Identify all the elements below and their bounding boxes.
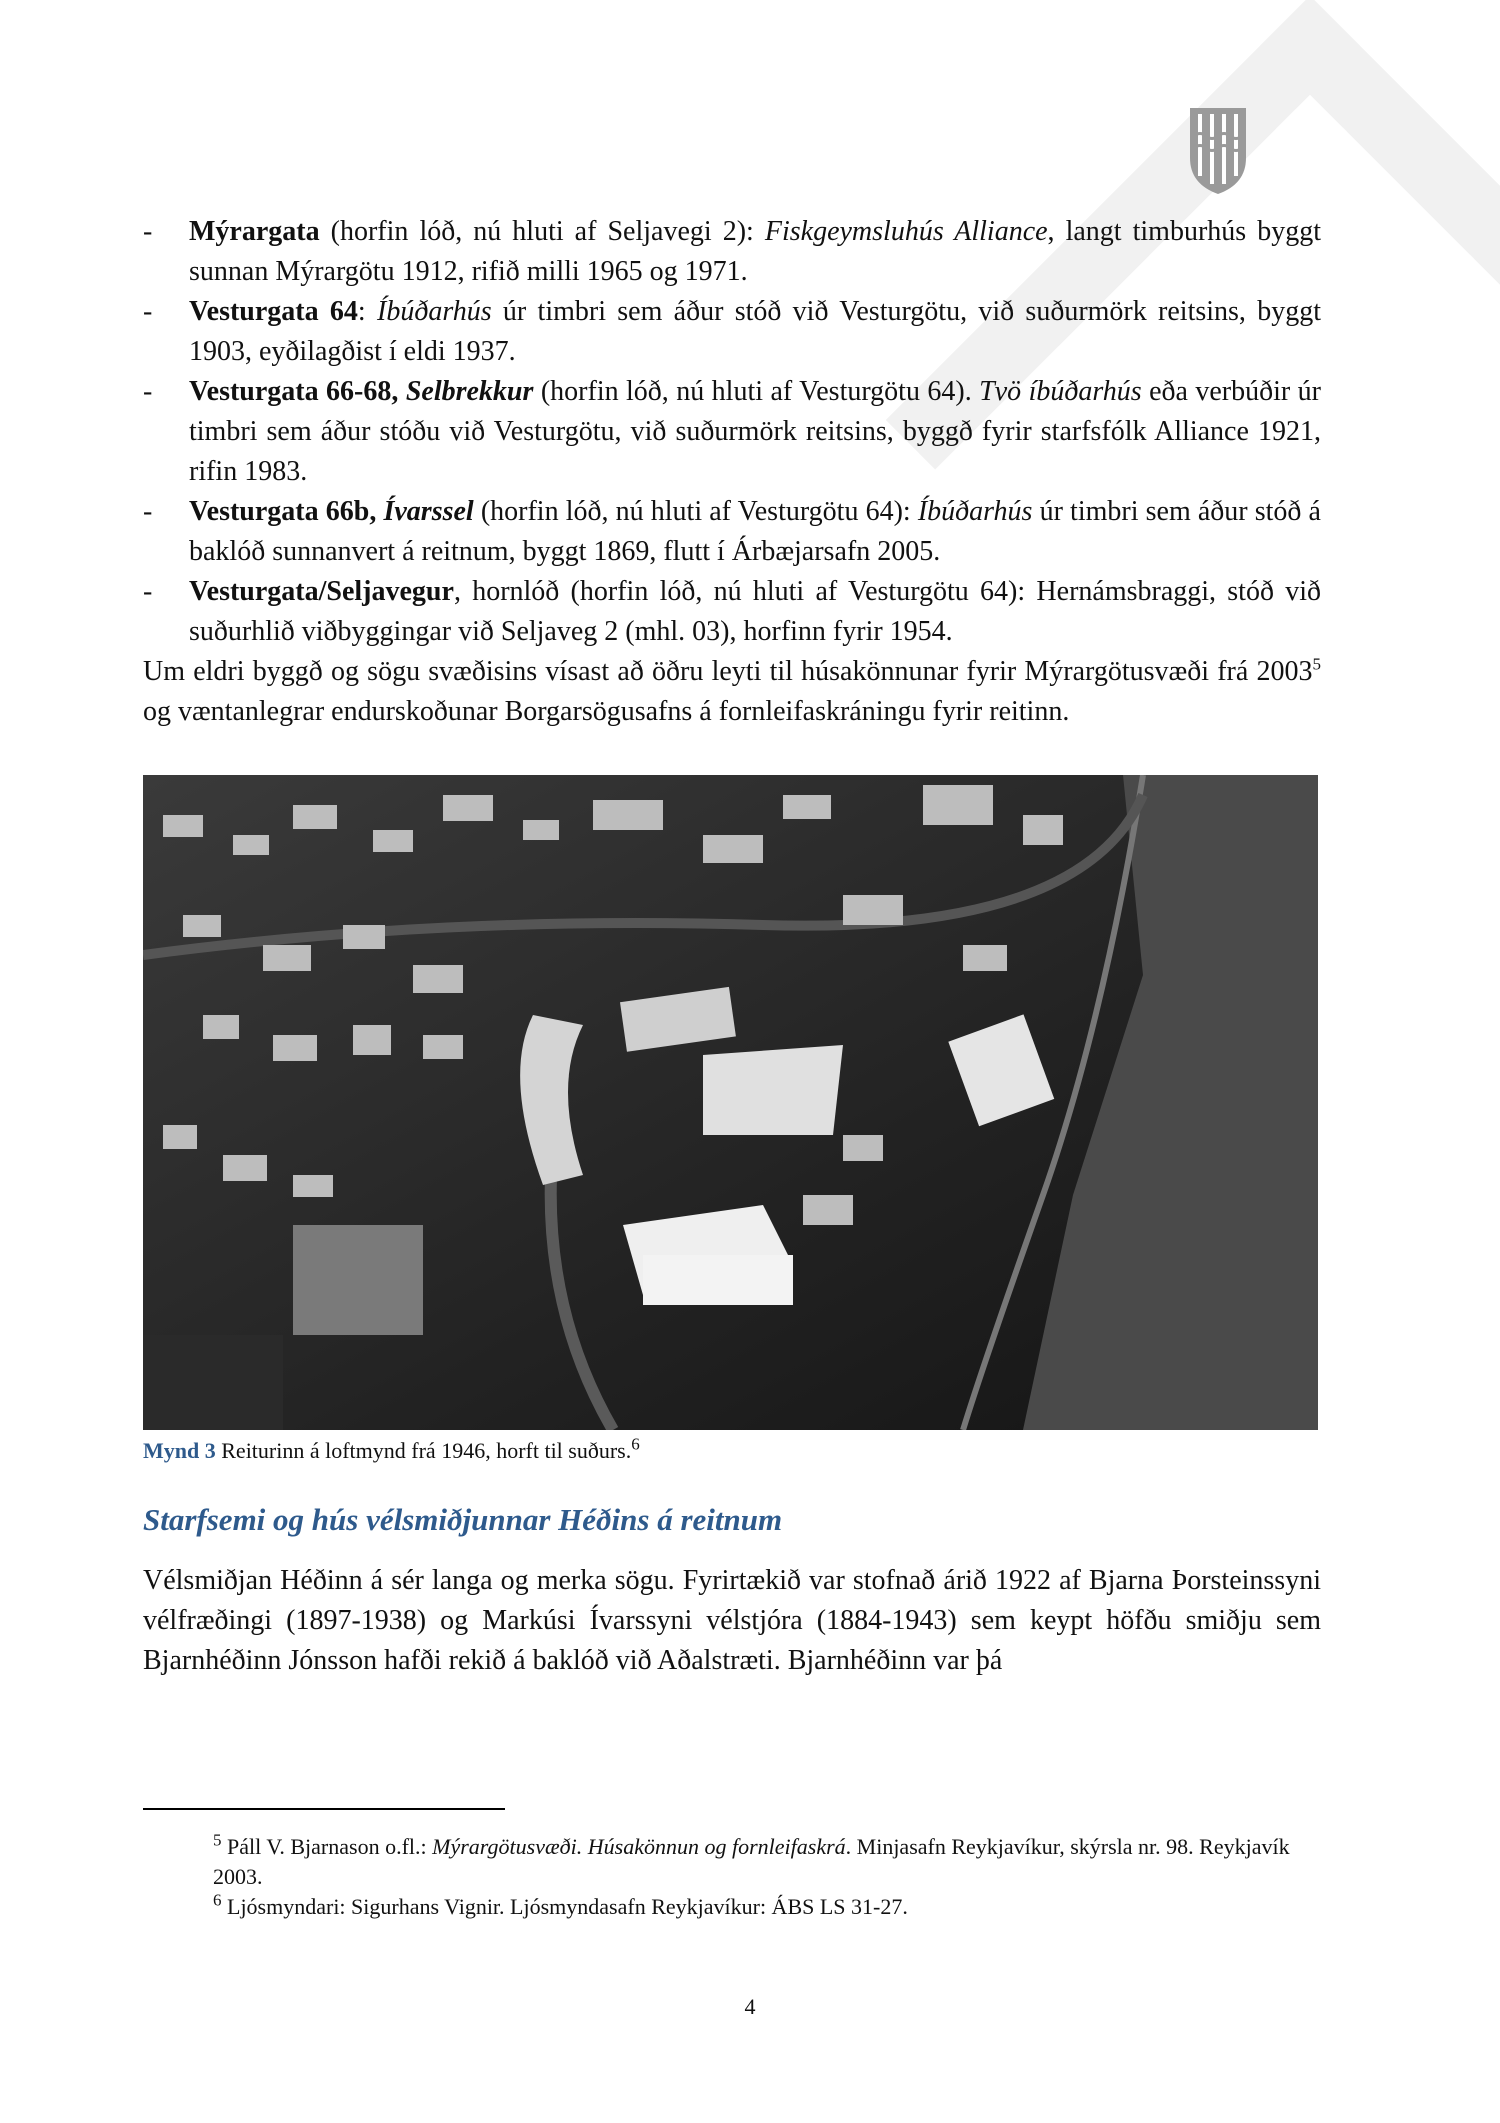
list-item: - Vesturgata 66b, Ívarssel (horfin lóð, nú hluti af Vesturgötu 64): Íbúðarhús úr timbri sem áður stóð á baklóð sunnanvert á reitnum, byggt 1869, flutt í Árbæjarsafn 2005.	[143, 496, 1321, 567]
figure-caption: Mynd 3 Reiturinn á loftmynd frá 1946, horft til suðurs.$^6$	[143, 1434, 640, 1463]
footnote-divider	[143, 1808, 505, 1810]
intro-paragraph: Um eldri byggð og sögu svæðisins vísast að öðru leyti til húsakönnunar fyrir Mýrargötusvæði frá 2003$^5$ og væntanlegrar endurskoðunar Borgarsögusafns á fornleifaskráningu fyrir reitinn.	[143, 654, 1321, 727]
list-item: - Vesturgata/Seljavegur, hornlóð (horfin lóð, nú hluti af Vesturgötu 64): Hernámsbraggi, stóð við suðurhlið viðbyggingar við Seljaveg 2 (mhl. 03), horfinn fyrir 1954.	[143, 576, 1321, 647]
bullet-list	[143, 212, 1321, 732]
footnotes	[143, 1832, 1321, 1922]
aerial-photo	[143, 775, 1318, 1430]
footnote: $^5$ Páll V. Bjarnason o.fl.: Mýrargötusvæði. Húsakönnun og fornleifaskrá. Minjasafn Reykjavíkur, skýrsla nr. 98. Reykjavík 2003.	[213, 1830, 1290, 1889]
body-paragraph: Vélsmiðjan Héðinn á sér langa og merka sögu. Fyrirtækið var stofnað árið 1922 af Bjarna Þorsteinssyni vélfræðingi (1897-1938) og Markúsi Ívarssyni vélstjóra (1884-1943) sem keypt höfðu smiðju sem Bjarnhéðinn Jónsson hafði rekið á baklóð við Aðalstræti. Bjarnhéðinn var þá	[143, 1565, 1321, 1676]
list-item: - Mýrargata (horfin lóð, nú hluti af Seljavegi 2): Fiskgeymsluhús Alliance, langt timburhús byggt sunnan Mýrargötu 1912, rifið milli 1965 og 1971.	[143, 216, 1321, 287]
footnote: $^6$ Ljósmyndari: Sigurhans Vignir. Ljósmyndasafn Reykjavíkur: ÁBS LS 31-27.	[213, 1890, 908, 1919]
list-item: - Vesturgata 64: Íbúðarhús úr timbri sem áður stóð við Vesturgötu, við suðurmörk reitsins, byggt 1903, eyðilagðist í eldi 1937.	[143, 296, 1322, 367]
municipal-crest-icon	[1188, 106, 1248, 196]
page-number: 4	[744, 1994, 756, 2019]
body-section	[143, 1561, 1321, 1681]
section-heading: Starfsemi og hús vélsmiðjunnar Héðins á reitnum	[143, 1502, 783, 1537]
list-item: - Vesturgata 66-68, Selbrekkur (horfin lóð, nú hluti af Vesturgötu 64). Tvö íbúðarhús eða verbúðir úr timbri sem áður stóðu við Vesturgötu, við suðurmörk reitsins, byggð fyrir starfsfólk Alliance 1921, rifin 1983.	[143, 376, 1321, 487]
